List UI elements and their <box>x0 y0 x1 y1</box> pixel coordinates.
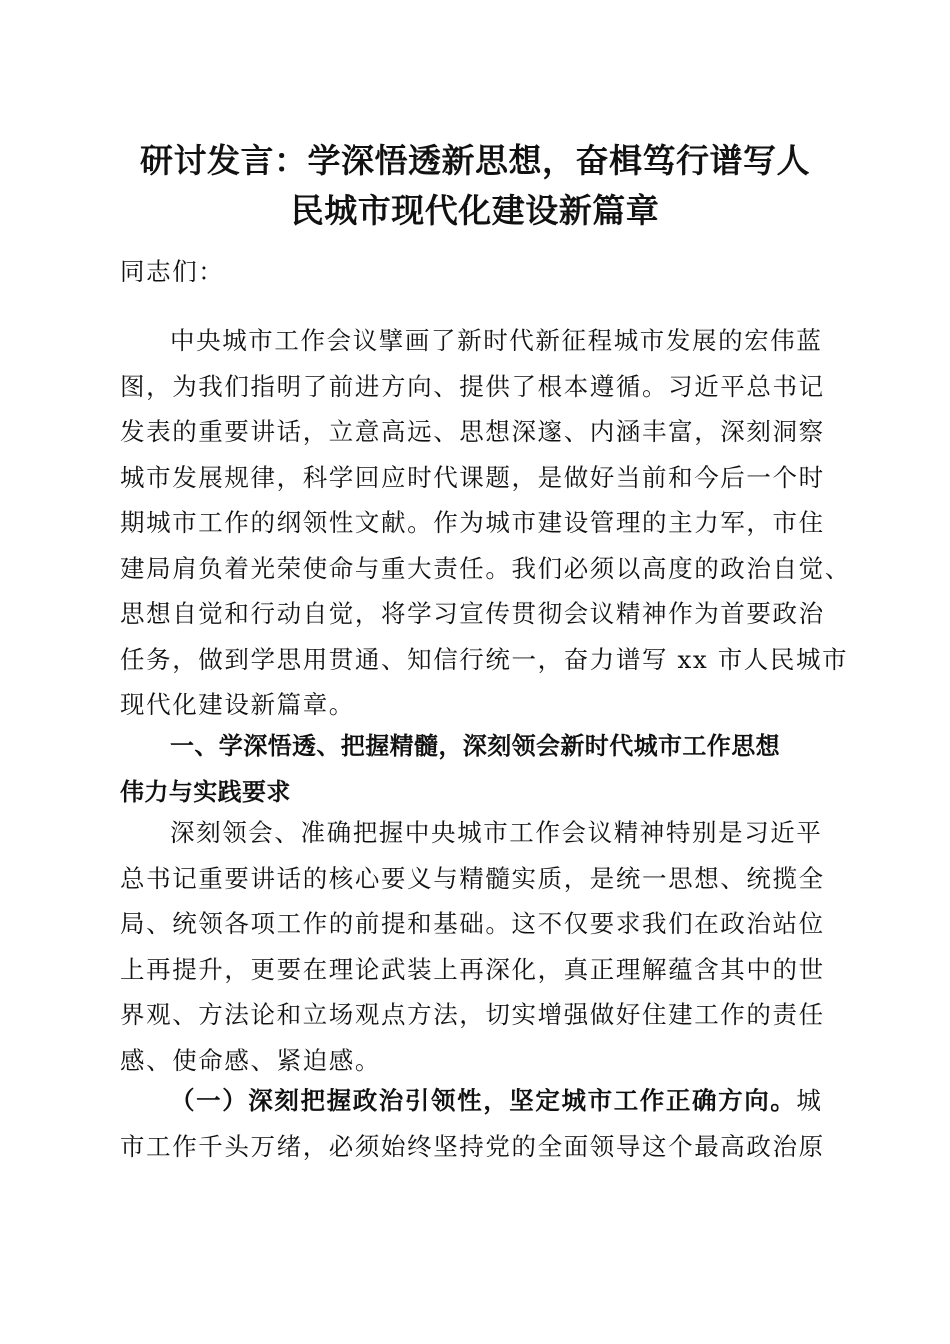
paragraph-line: 期城市工作的纲领性文献。作为城市建设管理的主力军，市住 <box>120 508 825 537</box>
heading-line: 一、学深悟透、把握精髓，深刻领会新时代城市工作思想 <box>170 732 780 760</box>
paragraph-line: 上再提升，更要在理论武装上再深化，真正理解蕴含其中的世 <box>120 954 825 984</box>
title-line: 研讨发言：学深悟透新思想，奋楫笃行谱写人 <box>140 141 810 180</box>
salutation: 同志们： <box>120 257 225 286</box>
paragraph-line: 现代化建设新篇章。 <box>120 690 355 719</box>
paragraph-line: 总书记重要讲话的核心要义与精髓实质，是统一思想、统揽全 <box>120 863 825 893</box>
document-title <box>100 136 850 236</box>
paragraph-subsection-1 <box>120 1078 825 1169</box>
paragraph-line: 图，为我们指明了前进方向、提供了根本遵循。习近平总书记 <box>120 371 825 401</box>
paragraph-line: 发表的重要讲话，立意高远、思想深邃、内涵丰富，深刻洞察 <box>120 417 825 446</box>
section-heading-1 <box>120 724 825 815</box>
paragraph-text: 城 <box>796 1086 823 1115</box>
paragraph-line: 任务，做到学思用贯通、知信行统一，奋力谱写 xx 市人民城市 <box>120 644 849 674</box>
paragraph-line: 感、使命感、紧迫感。 <box>120 1045 381 1075</box>
heading-line: 伟力与实践要求 <box>120 777 291 806</box>
paragraph-line: 中央城市工作会议擘画了新时代新征程城市发展的宏伟蓝 <box>170 326 823 355</box>
paragraph-line: 思想自觉和行动自觉，将学习宣传贯彻会议精神作为首要政治 <box>120 599 825 628</box>
paragraph-line: 建局肩负着光荣使命与重大责任。我们必须以高度的政治自觉、 <box>120 553 851 583</box>
paragraph-intro <box>120 318 851 728</box>
paragraph-line: 城市发展规律，科学回应时代课题，是做好当前和今后一个时 <box>120 462 825 492</box>
paragraph-line <box>120 1078 825 1124</box>
paragraph-line: 界观、方法论和立场观点方法，切实增强做好住建工作的责任 <box>120 1000 825 1029</box>
paragraph-section-1 <box>120 810 825 1083</box>
paragraph-line: 市工作千头万绪，必须始终坚持党的全面领导这个最高政治原 <box>120 1131 825 1161</box>
title-line: 民城市现代化建设新篇章 <box>290 191 660 230</box>
subsection-heading: （一）深刻把握政治引领性，坚定城市工作正确方向。 <box>170 1086 797 1115</box>
paragraph-line: 深刻领会、准确把握中央城市工作会议精神特别是习近平 <box>170 818 823 847</box>
paragraph-line: 局、统领各项工作的前提和基础。这不仅要求我们在政治站位 <box>120 909 825 938</box>
